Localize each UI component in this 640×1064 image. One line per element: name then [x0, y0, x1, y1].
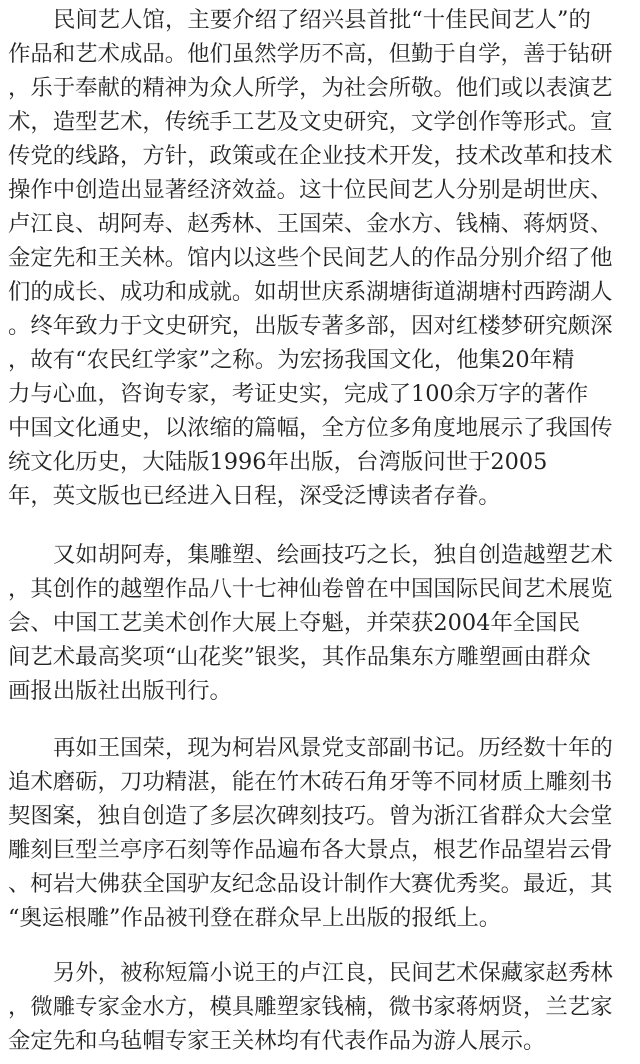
text-line: 又如胡阿寿，集雕塑、绘画技巧之长，独自创造越塑艺术	[53, 542, 613, 568]
text-line: 间艺术最高奖项“山花奖”银奖，其作品集东方雕塑画由群众	[8, 644, 591, 670]
text-line: 雕刻巨型兰亭序石刻等作品遍布各大景点，根艺作品望岩云骨	[8, 837, 613, 863]
text-line: 年，英文版也已经进入日程，深受泛博读者存眷。	[8, 483, 501, 509]
text-line: 金定先和乌毡帽专家王关林均有代表作品为游人展示。	[8, 1028, 546, 1054]
text-line: 统文化历史，大陆版1996年出版，台湾版问世于2005	[8, 449, 548, 475]
text-line: 。终年致力于文史研究，出版专著多部，因对红楼梦研究颇深	[8, 313, 613, 339]
text-line: ，故有“农民红学家”之称。为宏扬我国文化，他集20年精	[8, 347, 575, 373]
text-line: 作品和艺术成品。他们虽然学历不高，但勤于自学，善于钻研	[8, 41, 613, 67]
text-line: 卢江良、胡阿寿、赵秀林、王国荣、金水方、钱楠、蒋炳贤、	[8, 211, 613, 237]
text-line: 们的成长、成功和成就。如胡世庆系湖塘街道湖塘村西跨湖人	[8, 279, 613, 305]
text-line: 契图案，独自创造了多层次碑刻技巧。曾为浙江省群众大会堂	[8, 803, 613, 829]
text-line: 画报出版社出版刊行。	[8, 678, 232, 704]
text-line: 操作中创造出显著经济效益。这十位民间艺人分别是胡世庆、	[8, 177, 613, 203]
text-line: 另外，被称短篇小说王的卢江良，民间艺术保藏家赵秀林	[53, 960, 613, 986]
text-line: ，乐于奉献的精神为众人所学，为社会所敬。他们或以表演艺	[8, 75, 613, 101]
text-line: 民间艺人馆，主要介绍了绍兴县首批“十佳民间艺人”的	[53, 7, 591, 33]
text-line: “奥运根雕”作品被刊登在群众早上出版的报纸上。	[8, 905, 502, 931]
text-line: 传党的线路，方针，政策或在企业技术开发，技术改革和技术	[8, 143, 613, 169]
text-line: ，微雕专家金水方，模具雕塑家钱楠，微书家蒋炳贤，兰艺家	[8, 994, 613, 1020]
text-line: 会、中国工艺美术创作大展上夺魁，并荣获2004年全国民	[8, 610, 580, 636]
text-line: 中国文化通史，以浓缩的篇幅，全方位多角度地展示了我国传	[8, 415, 613, 441]
text-line: 金定先和王关林。馆内以这些个民间艺人的作品分别介绍了他	[8, 245, 613, 271]
text-line: ，其创作的越塑作品八十七神仙卷曾在中国国际民间艺术展览	[8, 576, 613, 602]
text-line: 术，造型艺术，传统手工艺及文史研究，文学创作等形式。宣	[8, 109, 613, 135]
text-line: 再如王国荣，现为柯岩风景党支部副书记。历经数十年的	[53, 735, 613, 761]
text-line: 追术磨砺，刀功精湛，能在竹木砖石角牙等不同材质上雕刻书	[8, 769, 613, 795]
text-line: 、柯岩大佛获全国驴友纪念品设计制作大赛优秀奖。最近，其	[8, 871, 613, 897]
text-line: 力与心血，咨询专家，考证史实，完成了100余万字的著作	[8, 381, 589, 407]
